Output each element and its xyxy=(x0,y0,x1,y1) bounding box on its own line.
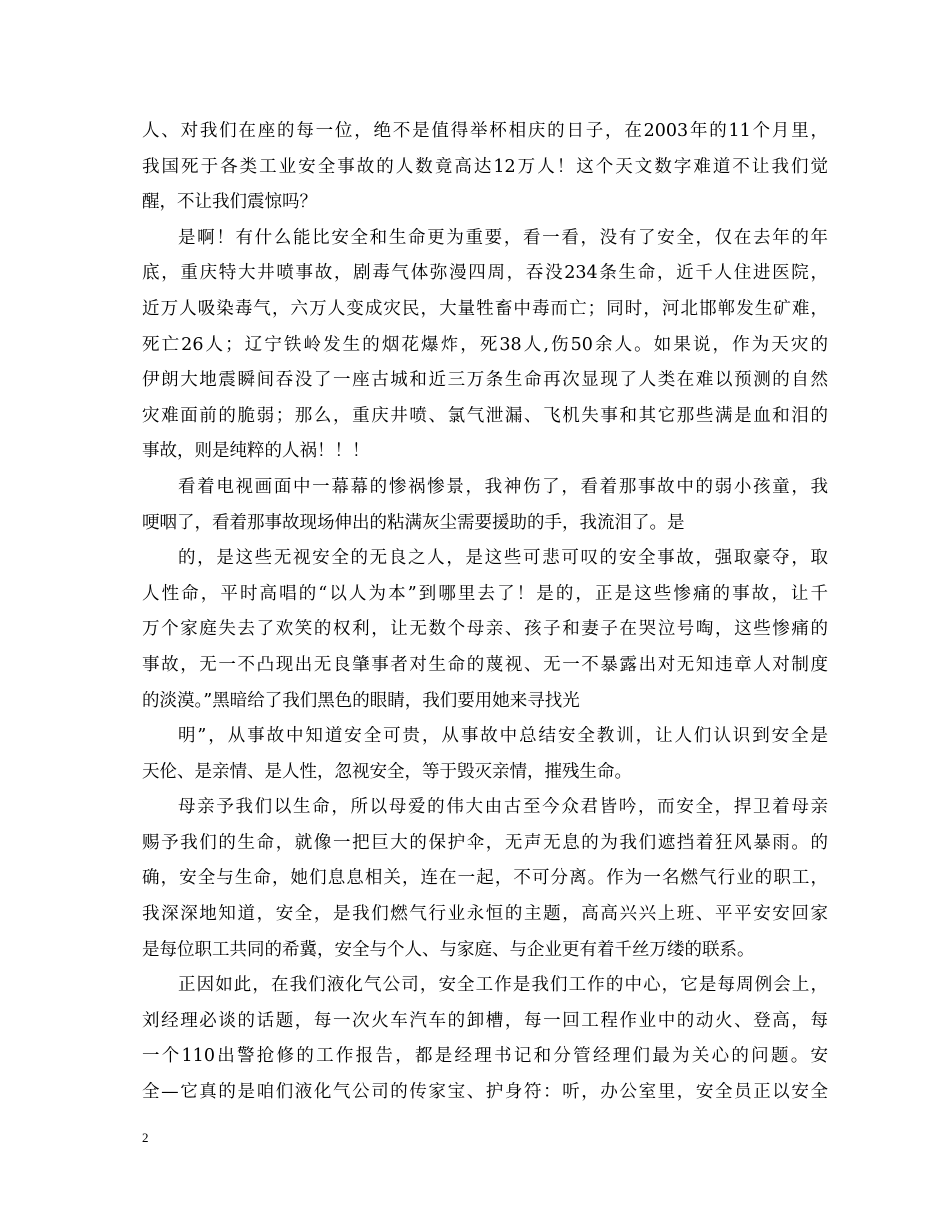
text-line: 底，重庆特大井喷事故，剧毒气体弥漫四周，吞没234条生命，近千人住进医院， xyxy=(142,263,828,284)
text-line: 事故，无一不凸现出无良肇事者对生命的蔑视、无一不暴露出对无知违章人对制度 xyxy=(142,654,828,675)
text-line: 一个110出警抢修的工作报告，都是经理书记和分管经理们最为关心的问题。安 xyxy=(142,1046,828,1067)
text-line: 赐予我们的生命，就像一把巨大的保护伞，无声无息的为我们遮挡着狂风暴雨。的 xyxy=(142,832,828,853)
text-line: 的淡漠。”黑暗给了我们黑色的眼睛，我们要用她来寻找光 xyxy=(142,690,580,711)
text-line: 近万人吸染毒气，六万人变成灾民，大量牲畜中毒而亡；同时，河北邯郸发生矿难， xyxy=(142,298,828,319)
text-line: 哽咽了，看着那事故现场伸出的粘满灰尘需要援助的手，我流泪了。是 xyxy=(142,512,685,533)
text-line: 我国死于各类工业安全事故的人数竟高达12万人！这个天文数字难道不让我们觉 xyxy=(142,156,828,177)
text-line: 母亲予我们以生命，所以母爱的伟大由古至今众君皆吟，而安全，捍卫着母亲 xyxy=(178,797,828,818)
text-line: 人、对我们在座的每一位，绝不是值得举杯相庆的日子，在2003年的11个月里， xyxy=(142,121,828,141)
text-line: 全—它真的是咱们液化气公司的传家宝、护身符：听，办公室里，安全员正以安全 xyxy=(142,1082,828,1103)
text-line: 伊朗大地震瞬间吞没了一座古城和近三万条生命再次显现了人类在难以预测的自然 xyxy=(142,370,828,391)
text-line: 万个家庭失去了欢笑的权利，让无数个母亲、孩子和妻子在哭泣号啕，这些惨痛的 xyxy=(142,619,828,640)
text-line: 看着电视画面中一幕幕的惨祸惨景，我神伤了，看着那事故中的弱小孩童，我 xyxy=(178,476,828,497)
page-number: 2 xyxy=(142,1130,149,1145)
text-line: 天伦、是亲情、是人性，忽视安全，等于毁灭亲情，摧残生命。 xyxy=(142,761,632,782)
text-line: 是每位职工共同的希冀，安全与个人、与家庭、与企业更有着千丝万缕的联系。 xyxy=(142,939,755,960)
text-line: 的，是这些无视安全的无良之人，是这些可悲可叹的安全事故，强取豪夺，取 xyxy=(178,548,828,569)
text-line: 明”，从事故中知道安全可贵，从事故中总结安全教训，让人们认识到安全是 xyxy=(178,726,828,747)
text-line: 事故，则是纯粹的人祸！！！ xyxy=(142,441,370,462)
text-line: 死亡26人；辽宁铁岭发生的烟花爆炸，死38人,伤50余人。如果说，作为天灾的 xyxy=(142,334,828,355)
text-line: 灾难面前的脆弱；那么，重庆井喷、氯气泄漏、飞机失事和其它那些满是血和泪的 xyxy=(142,405,828,426)
text-line: 醒，不让我们震惊吗？ xyxy=(142,192,317,213)
text-line: 人性命，平时高唱的“以人为本”到哪里去了！是的，正是这些惨痛的事故，让千 xyxy=(142,583,828,604)
text-line: 是啊！有什么能比安全和生命更为重要，看一看，没有了安全，仅在去年的年 xyxy=(178,227,828,248)
text-line: 确，安全与生命，她们息息相关，连在一起，不可分离。作为一名燃气行业的职工， xyxy=(142,868,828,889)
body-text xyxy=(142,114,828,1111)
text-line: 我深深地知道，安全，是我们燃气行业永恒的主题，高高兴兴上班、平平安安回家 xyxy=(142,904,828,925)
text-line: 刘经理必谈的话题，每一次火车汽车的卸槽，每一回工程作业中的动火、登高，每 xyxy=(142,1010,828,1031)
text-line: 正因如此，在我们液化气公司，安全工作是我们工作的中心，它是每周例会上， xyxy=(178,975,828,996)
